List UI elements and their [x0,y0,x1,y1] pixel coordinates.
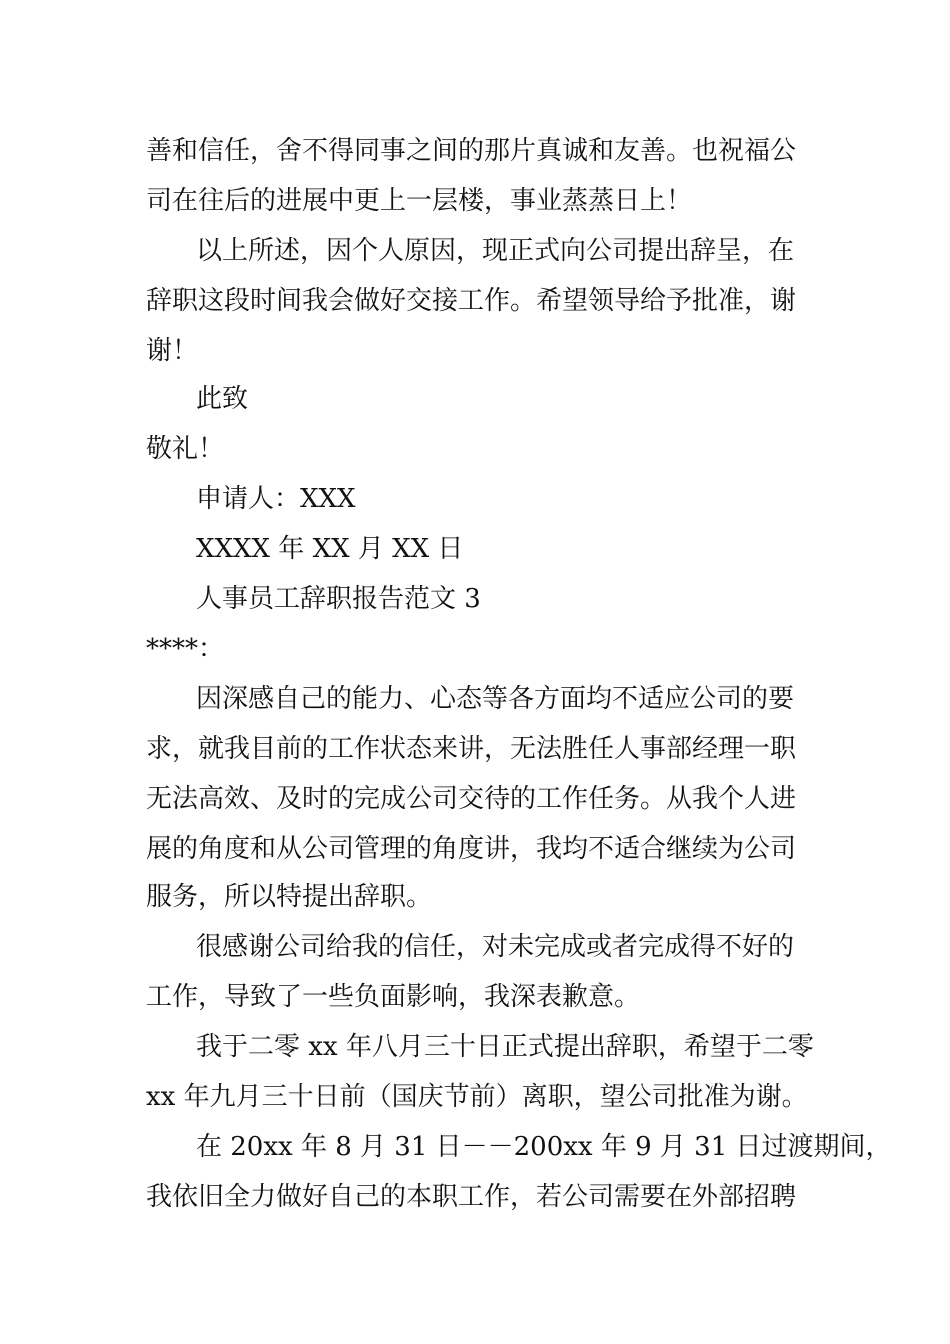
paragraph-line: 工作，导致了一些负面影响，我深表歉意。 [146,982,641,1012]
paragraph-line: 因深感自己的能力、心态等各方面均不适应公司的要 [196,684,795,714]
paragraph-line: 我于二零 xx 年八月三十日正式提出辞职，希望于二零 [196,1032,814,1062]
section-title: 人事员工辞职报告范文 3 [196,584,481,614]
signature-date: XXXX 年 XX 月 XX 日 [196,534,464,564]
paragraph-line: 以上所述，因个人原因，现正式向公司提出辞呈，在 [196,236,795,266]
paragraph-line: 在 20xx 年 8 月 31 日－－200xx 年 9 月 31 日过渡期间， [196,1132,892,1162]
paragraph-line: 司在往后的进展中更上一层楼，事业蒸蒸日上！ [146,186,693,216]
paragraph-line: xx 年九月三十日前（国庆节前）离职，望公司批准为谢。 [146,1082,808,1112]
paragraph-line: 很感谢公司给我的信任，对未完成或者完成得不好的 [196,932,795,962]
applicant-signature: 申请人：XXX [196,484,356,514]
paragraph-line: 善和信任，舍不得同事之间的那片真诚和友善。也祝福公 [146,136,797,166]
paragraph-line: 无法高效、及时的完成公司交待的工作任务。从我个人进 [146,784,797,814]
letter-salutation: ****： [146,634,225,664]
paragraph-line: 辞职这段时间我会做好交接工作。希望领导给予批准，谢 [146,286,797,316]
closing-regards: 敬礼！ [146,434,225,464]
paragraph-line: 服务，所以特提出辞职。 [146,882,433,912]
paragraph-line: 求，就我目前的工作状态来讲，无法胜任人事部经理一职 [146,734,797,764]
paragraph-line: 谢！ [146,336,199,366]
paragraph-line: 我依旧全力做好自己的本职工作，若公司需要在外部招聘 [146,1182,797,1212]
paragraph-line: 展的角度和从公司管理的角度讲，我均不适合继续为公司 [146,834,797,864]
closing-salutation: 此致 [196,384,249,414]
